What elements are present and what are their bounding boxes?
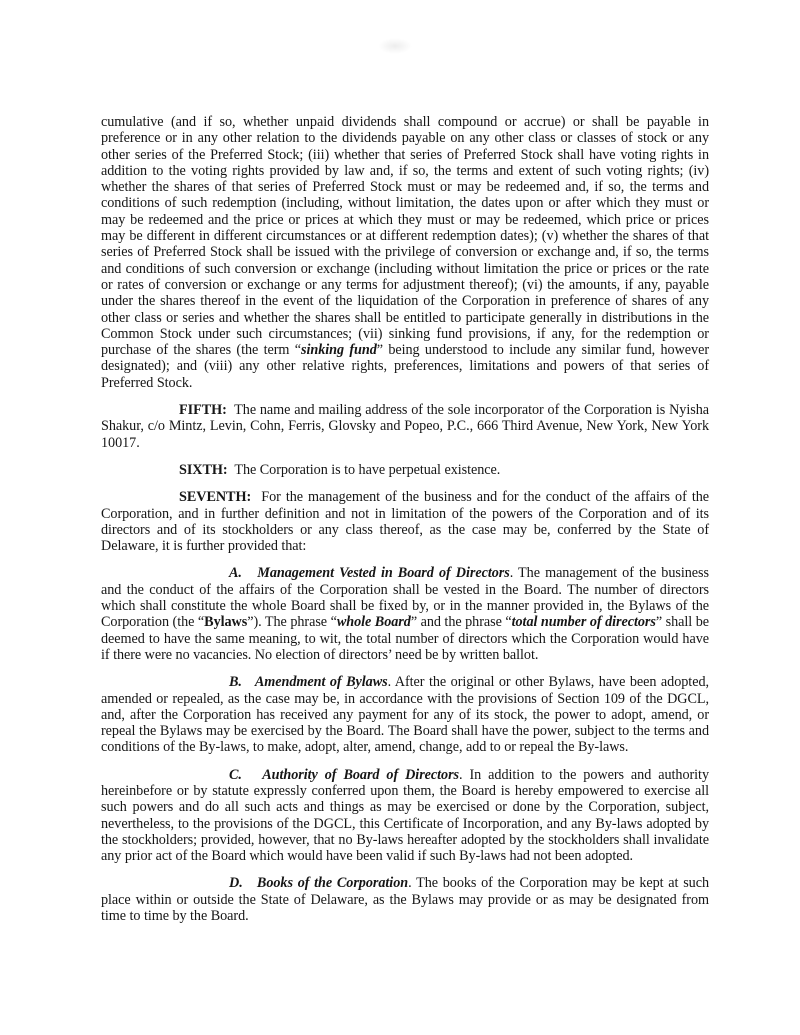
body-text: . After the original or other Bylaws, have been adopted, amended or repealed, as the case may be, in accordance with the provisions of Section 109 of the DGCL, and, after the Corporation has received any payment for any of its stock, the power to adopt, amend, or repeal the Bylaws may be exercised by the Board. The Board shall have the power, subject to the terms and conditions of the By-laws, to make, adopt, alter, amend, change, add to or repeal the By-laws. <box>101 674 709 756</box>
body-text: For the management of the business and for the conduct of the affairs of the Corporation, and in further definition and not in limitation of the powers of the Corporation and of its directors and of its stockholders or any class thereof, as the case may be, conferred by the State of Delaware, it is further provided that: <box>101 489 709 555</box>
section-c-heading: C. Authority of Board of Directors <box>229 766 460 783</box>
article-seventh-label: SEVENTH: <box>179 489 252 506</box>
body-text: ” shall be deemed to have the same meaning, to wit, the total number of directors which the Corporation would have if there were no vacancies. No election of directors’ need be by written ballot. <box>101 614 709 663</box>
body-text: ” and the phrase “ <box>410 614 512 631</box>
defined-term-whole-board: whole Board <box>336 614 411 631</box>
section-a-heading: A. Management Vested in Board of Directors <box>229 565 510 582</box>
paragraph-preferred-stock-terms <box>101 114 709 391</box>
section-c-authority <box>101 767 709 865</box>
article-seventh <box>101 489 709 554</box>
article-sixth <box>101 462 709 478</box>
body-text: The Corporation is to have perpetual existence. <box>227 461 501 478</box>
scan-smudge-artifact <box>378 38 412 54</box>
defined-term-sinking-fund: sinking fund <box>300 342 377 359</box>
body-text: . In addition to the powers and authority hereinbefore or by statute expressly conferred upon them, the Board is hereby empowered to exercise all such powers and do all such acts and things as may be exercised or done by the Corporation, subject, nevertheless, to the provisions of the DGCL, this Certificate of Incorporation, and any By-laws adopted by the stockholders; provided, however, that no By-laws hereafter adopted by the stockholders shall invalidate any prior act of the Board which would have been valid if such By-laws had not been adopted. <box>101 766 709 865</box>
article-fifth <box>101 402 709 451</box>
body-text: ” being understood to include any similar fund, however designated); and (viii) any other relative rights, preferences, limitations and powers of that series of Preferred Stock. <box>101 342 710 391</box>
section-a-management <box>101 565 709 663</box>
defined-term-bylaws: Bylaws <box>204 614 248 631</box>
section-b-amendment <box>101 674 709 755</box>
article-fifth-label: FIFTH: <box>179 402 227 419</box>
section-d-books <box>101 875 709 924</box>
section-d-heading: D. Books of the Corporation <box>229 875 409 892</box>
body-text: . The management of the business and the conduct of the affairs of the Corporation shall be vested in the Board. The number of directors which shall constitute the whole Board shall be fixed by, or in the manner provided in, the Bylaws of the Corporation (the “ <box>101 565 709 631</box>
defined-term-total-number-of-directors: total number of directors <box>511 614 656 631</box>
page-content <box>101 114 709 935</box>
body-text: cumulative (and if so, whether unpaid dividends shall compound or accrue) or shall be payable in preference or in any other relation to the dividends payable on any other class or classes of stock or any other series of the Preferred Stock; (iii) whether that series of Preferred Stock shall have voting rights in addition to the voting rights provided by law and, if so, the terms and extent of such voting rights; (iv) whether the shares of that series of Preferred Stock must or may be redeemed and, if so, the terms and conditions of such redemption (including, without limitation, the dates upon or after which they must or may be redeemed and the price or prices at which they must or may be redeemed, which price or prices may be different in different circumstances or at different redemption dates); (v) whether the shares of that series of Preferred Stock shall be issued with the privilege of conversion or exchange and, if so, the terms and conditions of such conversion or exchange (including without limitation the price or prices or the rate or rates of conversion or exchange or any terms for adjustment thereof); (vi) the amounts, if any, payable under the shares thereof in the event of the liquidation of the Corporation in preference of shares of any other class or series and whether the shares shall be entitled to participate generally in distributions in the Common Stock under such circumstances; (vii) sinking fund provisions, if any, for the redemption or purchase of the shares (the term “ <box>101 114 709 359</box>
article-sixth-label: SIXTH: <box>179 461 228 478</box>
body-text: . The books of the Corporation may be kept at such place within or outside the State of Delaware, as the Bylaws may provide or as may be designated from time to time by the Board. <box>101 875 709 925</box>
body-text: ”). The phrase “ <box>247 614 337 631</box>
body-text: The name and mailing address of the sole incorporator of the Corporation is Nyisha Shakur, c/o Mintz, Levin, Cohn, Ferris, Glovsky and Popeo, P.C., 666 Third Avenue, New York, New York 10017. <box>101 402 709 451</box>
section-b-heading: B. Amendment of Bylaws <box>229 674 388 691</box>
